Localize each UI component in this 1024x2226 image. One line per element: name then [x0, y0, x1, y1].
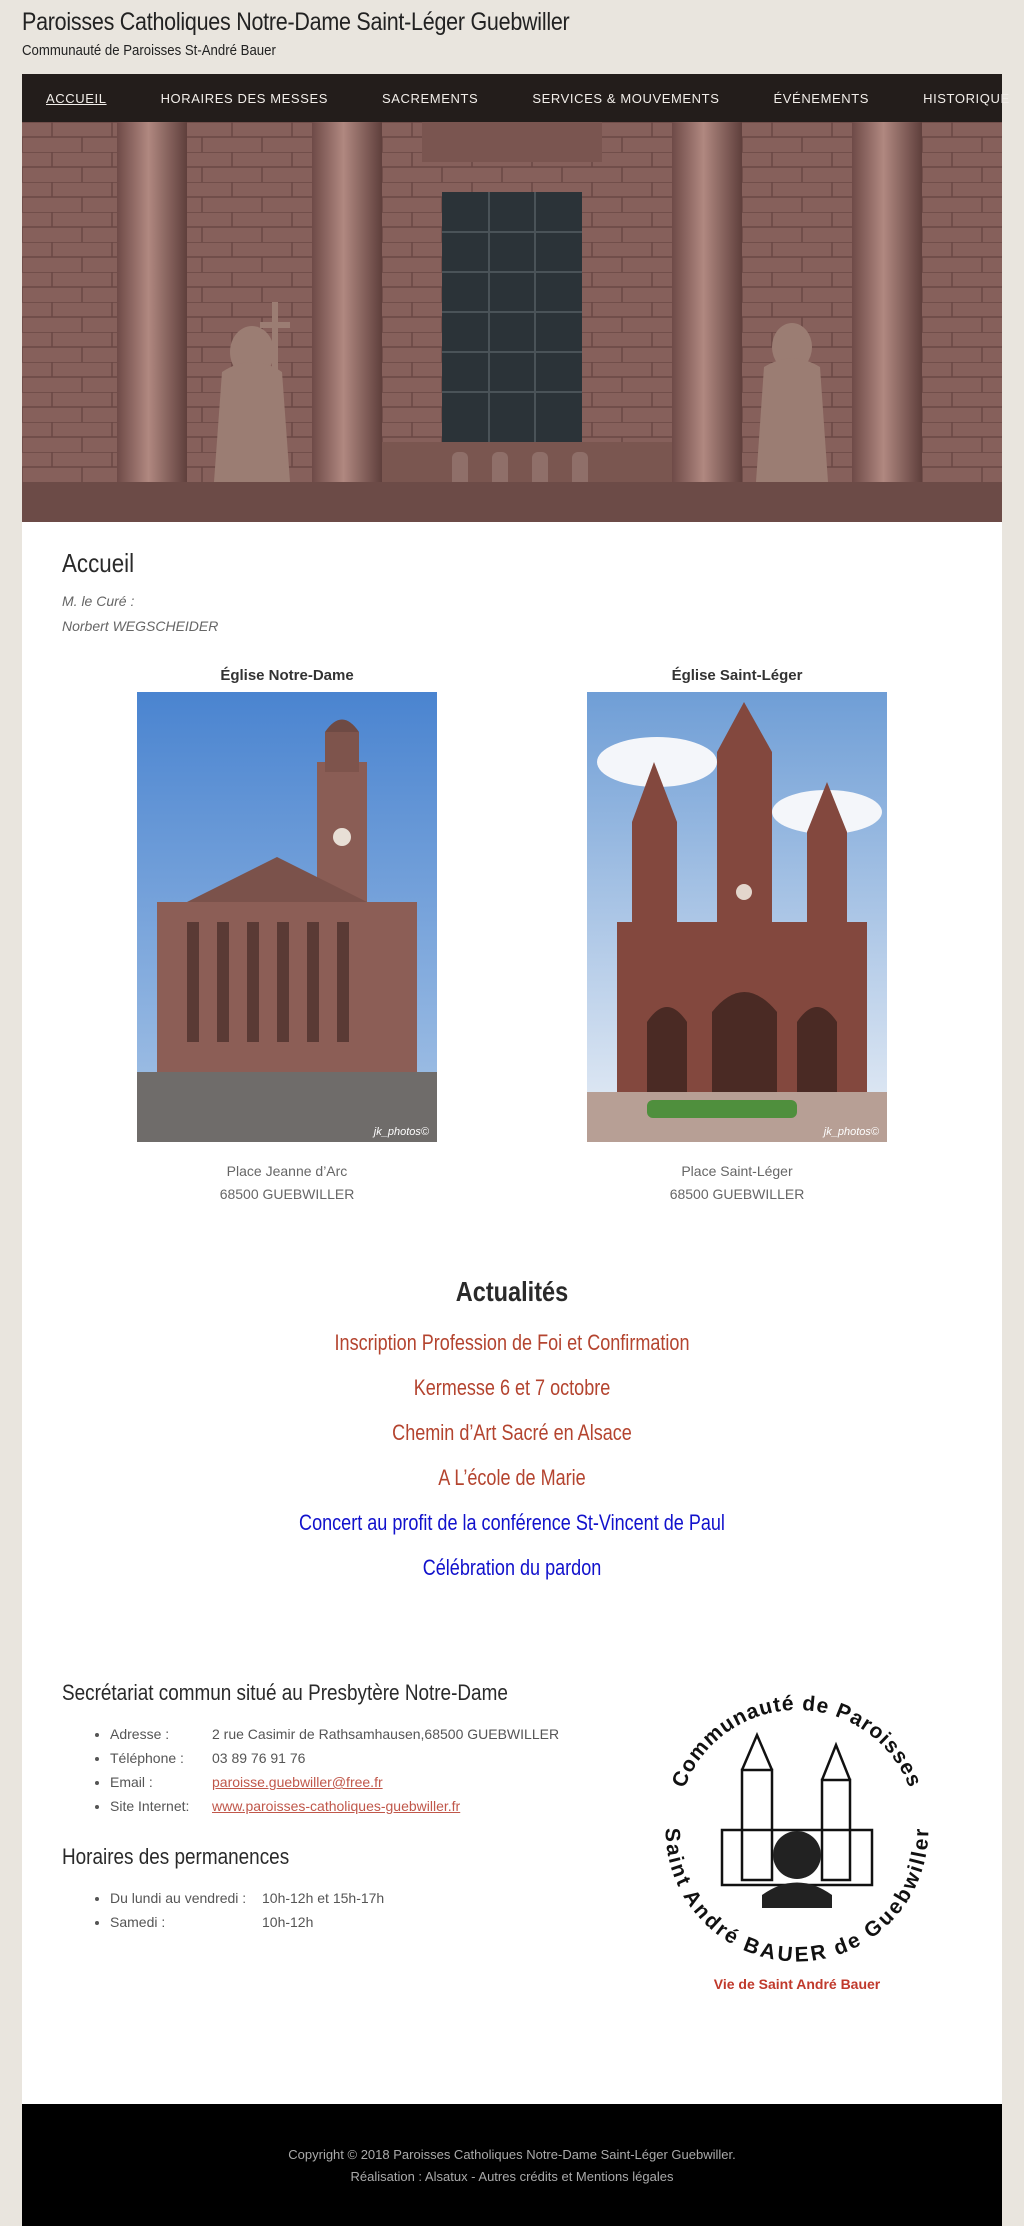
church-notre-dame	[62, 667, 512, 1206]
phone-label: Téléphone :	[110, 1750, 184, 1766]
cure-name: Norbert WEGSCHEIDER	[62, 618, 219, 634]
main-menu	[22, 74, 1010, 122]
churches-section	[62, 667, 962, 1206]
cure-label: M. le Curé :	[62, 593, 135, 609]
photo-watermark: jk_photos©	[373, 1126, 429, 1138]
nav-item-services-mouvements[interactable]: SERVICES & MOUVEMENTS	[532, 90, 720, 106]
footer-credits-link[interactable]: Réalisation : Alsatux - Autres crédits et Mentions légales	[350, 2169, 674, 2184]
page-container	[22, 74, 1010, 2226]
permanences-title: Horaires des permanences	[62, 1844, 290, 1869]
news-title: Actualités	[455, 1276, 569, 1307]
nav-item-evenements[interactable]: ÉVÉNEMENTS	[773, 90, 870, 106]
saturday-label: Samedi :	[110, 1914, 166, 1930]
church-notre-dame-photo[interactable]	[137, 692, 437, 1142]
church-address-line2: 68500 GUEBWILLER	[219, 1186, 355, 1202]
church-facade-illustration	[22, 122, 1002, 522]
church-address-line1: Place Saint-Léger	[681, 1163, 793, 1179]
news-item[interactable]: Concert au profit de la conférence St-Vincent de Paul	[299, 1510, 725, 1535]
hero-banner-image	[22, 122, 1002, 522]
website-link[interactable]: www.paroisses-catholiques-guebwiller.fr	[212, 1798, 461, 1814]
weekday-label: Du lundi au vendredi :	[110, 1890, 247, 1906]
nav-item-horaires-des-messes[interactable]: HORAIRES DES MESSES	[160, 90, 329, 106]
main-content	[22, 548, 1002, 1994]
community-logo[interactable]	[652, 1680, 942, 1970]
church-name: Église Saint-Léger	[671, 667, 803, 684]
svg-text:Communauté de Paroisses	[668, 1692, 927, 1791]
list-item	[110, 1746, 632, 1770]
church-saint-leger-photo[interactable]	[587, 692, 887, 1142]
nav-item-sacrements[interactable]: SACREMENTS	[382, 90, 479, 106]
secretariat-title: Secrétariat commun situé au Presbytère Notre-Dame	[62, 1680, 508, 1705]
news-section	[62, 1276, 962, 1590]
logo-bottom-text: Saint André BAUER de Guebwiller	[660, 1827, 934, 1967]
site-footer	[22, 2104, 1002, 2226]
photo-watermark: jk_photos©	[823, 1126, 879, 1138]
nav-item-accueil[interactable]: ACCUEIL	[46, 90, 107, 106]
list-item	[110, 1794, 632, 1818]
list-item	[110, 1722, 632, 1746]
news-item[interactable]: A L’école de Marie	[438, 1465, 586, 1490]
address-label: Adresse :	[110, 1726, 170, 1742]
footer-copyright: Copyright © 2018 Paroisses Catholiques Notre-Dame Saint-Léger Guebwiller.	[288, 2147, 736, 2162]
nav-item-historique[interactable]: HISTORIQUE	[923, 90, 1010, 106]
news-item[interactable]: Célébration du pardon	[422, 1555, 602, 1580]
list-item	[110, 1910, 632, 1934]
logo-caption-link[interactable]: Vie de Saint André Bauer	[713, 1976, 881, 1992]
logo-top-text: Communauté de Paroisses	[667, 1691, 927, 1791]
permanences-list	[62, 1886, 632, 1934]
email-label: Email :	[110, 1774, 153, 1790]
page-title: Accueil	[62, 548, 135, 578]
saturday-hours: 10h-12h	[262, 1914, 314, 1930]
weekday-hours: 10h-12h et 15h-17h	[262, 1890, 385, 1906]
news-item[interactable]: Kermesse 6 et 7 octobre	[413, 1375, 611, 1400]
website-label: Site Internet:	[110, 1798, 190, 1814]
news-item[interactable]: Chemin d’Art Sacré en Alsace	[392, 1420, 632, 1445]
list-item	[110, 1770, 632, 1794]
church-address	[512, 1160, 962, 1206]
site-tagline: Communauté de Paroisses St-André Bauer	[22, 42, 276, 59]
phone-value: 03 89 76 91 76	[212, 1750, 306, 1766]
address-value: 2 rue Casimir de Rathsamhausen,68500 GUEBWILLER	[212, 1726, 560, 1742]
church-address-line1: Place Jeanne d’Arc	[226, 1163, 348, 1179]
church-address-line2: 68500 GUEBWILLER	[669, 1186, 805, 1202]
secretariat-block	[62, 1680, 632, 1994]
list-item	[110, 1886, 632, 1910]
cure-info	[62, 589, 962, 639]
logo-block	[632, 1680, 962, 1994]
news-item[interactable]: Inscription Profession de Foi et Confirmation	[334, 1330, 690, 1355]
church-name: Église Notre-Dame	[220, 667, 354, 684]
church-saint-leger	[512, 667, 962, 1206]
church-address	[62, 1160, 512, 1206]
email-link[interactable]: paroisse.guebwiller@free.fr	[212, 1774, 383, 1790]
secretariat-list	[62, 1722, 632, 1818]
site-title[interactable]: Paroisses Catholiques Notre-Dame Saint-Léger Guebwiller	[22, 8, 570, 36]
site-header	[0, 0, 1024, 74]
contact-section	[62, 1680, 962, 1994]
